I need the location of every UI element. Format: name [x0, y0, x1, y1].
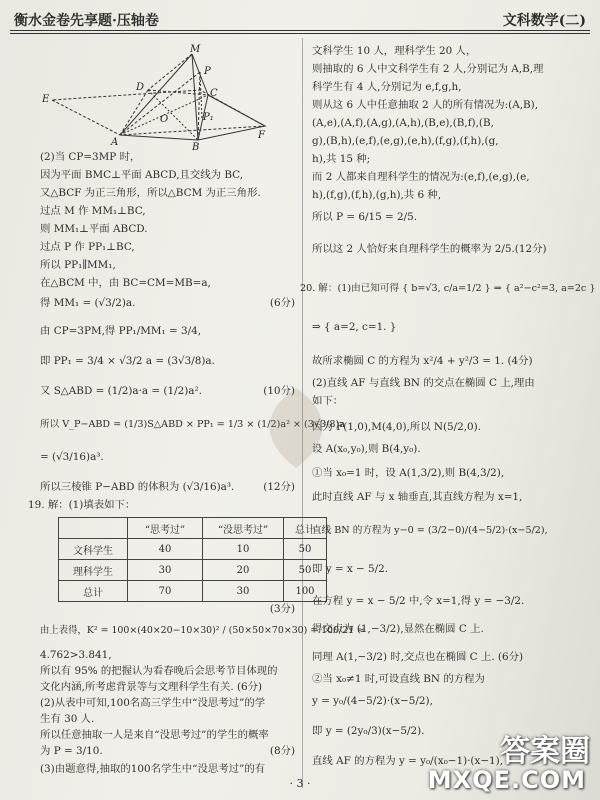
table-cell: 40 — [128, 539, 203, 560]
right-line: y = y₀/(4−5/2)·(x−5/2), — [312, 695, 433, 707]
left-line: 所以有 95% 的把握认为看春晚后会思考节目体现的 — [40, 665, 278, 677]
right-line: 直线 AF 的方程为 y = y₀/(x₀−1)·(x−1), — [312, 755, 504, 767]
table-header-cell: “没思考过” — [203, 518, 284, 539]
left-line: 由上表得，K² = 100×(40×20−10×30)² / (50×50×70×30) = 100/21 ≈ — [40, 625, 365, 636]
table-cell: 理科学生 — [59, 560, 128, 581]
right-line: 所以这 2 人恰好来自理科学生的概率为 2/5.(12分) — [312, 243, 547, 255]
left-line: 所以 PP₁∥MM₁, — [40, 259, 116, 271]
right-line: ①当 x₀=1 时，设 A(1,3/2),则 B(4,3/2), — [312, 467, 505, 479]
right-line: 则从这 6 人中任意抽取 2 人的所有情况为:(A,B), — [312, 99, 539, 111]
right-line: 此时直线 AF 与 x 轴垂直,其直线方程为 x=1, — [312, 491, 523, 503]
label-b: B — [192, 142, 200, 152]
right-line: 文科学生 10 人，理科学生 20 人， — [312, 45, 477, 57]
score-mark: (10分) — [263, 385, 295, 397]
left-line: 文化内涵,所考虑背景等与文理科学生有关. (6分) — [40, 681, 263, 693]
score-mark: (8分) — [269, 745, 295, 757]
left-line: 即 PP₁ = 3/4 × √3/2 a = (3√3/8)a. — [40, 355, 215, 367]
table-row — [59, 560, 327, 581]
label-f: F — [258, 130, 265, 141]
right-line: 直线 BN 的方程为 y−0 = (3/2−0)/(4−5/2)·(x−5/2), — [312, 525, 548, 536]
label-d: D — [136, 82, 145, 93]
watermark-brand: 答案圈 — [500, 734, 590, 769]
left-line: 又△BCF 为正三角形，所以△BCM 为正三角形. — [40, 187, 261, 199]
table-header-cell — [59, 518, 128, 539]
label-m: M — [190, 44, 201, 55]
table-cell: 50 — [284, 539, 327, 560]
table-cell: 文科学生 — [59, 539, 128, 560]
right-line: 所以 P = 6/15 = 2/5. — [312, 211, 418, 223]
right-line: 同理 A(1,−3/2) 时,交点也在椭圆 C 上. (6分) — [312, 651, 524, 663]
right-line: 科学生有 4 人,分别记为 e,f,g,h, — [312, 81, 462, 93]
label-p: P — [204, 66, 211, 77]
table-cell: 70 — [128, 581, 203, 602]
left-line: 所以三棱锥 P−ABD 的体积为 (√3/16)a³. — [40, 481, 235, 493]
label-p1: P₁ — [203, 112, 214, 123]
left-line: 为 P = 3/10. — [40, 745, 103, 757]
table-header-row — [59, 518, 327, 539]
label-a: A — [111, 137, 119, 148]
table-cell: 50 — [284, 560, 327, 581]
left-line: 因为平面 BMC⊥平面 ABCD,且交线为 BC, — [40, 169, 244, 181]
left-line: 4.762>3.841, — [40, 649, 112, 661]
left-line: = (√3/16)a³. — [40, 451, 104, 463]
right-line: 在方程 y = x − 5/2 中,令 x=1,得 y = −3/2. — [312, 595, 525, 607]
left-line: 在△BCM 中，由 BC=CM=MB=a, — [40, 277, 211, 289]
contingency-table — [58, 517, 327, 602]
right-line: 得交点为 (1,−3/2),显然在椭圆 C 上. — [312, 623, 484, 635]
left-line: (2)当 CP=3MP 时， — [40, 151, 141, 163]
table-cell: 20 — [203, 560, 284, 581]
right-line: 如下： — [312, 395, 344, 407]
label-c: C — [210, 88, 218, 99]
left-line: 由 CP=3PM,得 PP₁/MM₁ = 3/4, — [40, 325, 202, 337]
right-line: 而 2 人都来自理科学生的情况为:(e,f),(e,g),(e, — [312, 171, 530, 183]
table-header-cell: “思考过” — [128, 518, 203, 539]
right-line: g),(B,h),(e,f),(e,g),(e,h),(f,g),(f,h),(g, — [312, 135, 499, 147]
right-line: h),(f,g),(f,h),(g,h),共 6 种, — [312, 189, 442, 201]
right-line: 设 A(x₀,y₀),则 B(4,y₀). — [312, 443, 421, 455]
right-line: 即 y = (2y₀/3)(x−5/2). — [312, 725, 425, 737]
table-cell: 10 — [203, 539, 284, 560]
table-row — [59, 581, 327, 602]
table-cell: 总计 — [59, 581, 128, 602]
table-row — [59, 539, 327, 560]
table-cell: 30 — [203, 581, 284, 602]
left-line: (2)从表中可知,100名高三学生中“没思考过”的学 — [40, 697, 266, 709]
page-number: · 3 · — [289, 777, 311, 790]
score-mark: (12分) — [263, 481, 295, 493]
left-line: 19. 解：(1)填表如下： — [28, 499, 136, 511]
left-line: 生有 30 人. — [40, 713, 95, 725]
left-line: 得 MM₁ = (√3/2)a. — [40, 297, 136, 309]
faint-emblem-icon — [226, 378, 366, 478]
right-line: (2)直线 AF 与直线 BN 的交点在椭圆 C 上,理由 — [312, 377, 535, 389]
score-mark: (3分) — [269, 603, 295, 615]
label-o: O — [160, 114, 169, 125]
right-line: 故所求椭圆 C 的方程为 x²/4 + y²/3 = 1. (4分) — [312, 355, 533, 367]
left-line: (3)由题意得,抽取的100名学生中“没思考过”的有 — [40, 763, 266, 775]
right-line: h),共 15 种; — [312, 153, 371, 165]
table-cell: 30 — [128, 560, 203, 581]
right-line: ②当 x₀≠1 时,可设直线 BN 的方程为 — [312, 673, 485, 685]
left-line: 则 MM₁⊥平面 ABCD. — [40, 223, 148, 235]
label-e: E — [42, 94, 50, 105]
right-line: 则抽取的 6 人中文科学生有 2 人,分别记为 A,B,理 — [312, 63, 544, 75]
left-line: 所以任意抽取一人是来自“没思考过”的学生的概率 — [40, 729, 269, 741]
table-cell: 100 — [284, 581, 327, 602]
right-line: 因为 F(1,0),M(4,0),所以 N(5/2,0). — [312, 421, 482, 433]
header-left-title: 衡水金卷先享题·压轴卷 — [14, 13, 159, 29]
table-header-cell: 总计 — [284, 518, 327, 539]
right-line: 即 y = x − 5/2. — [312, 563, 389, 575]
right-line: (A,e),(A,f),(A,g),(A,h),(B,e),(B,f),(B, — [312, 117, 494, 129]
score-mark: (6分) — [269, 297, 295, 309]
watermark-url: MXQE.COM — [427, 766, 586, 794]
header-right-title: 文科数学(二) — [502, 13, 586, 29]
left-line: 所以 V_P−ABD = (1/3)S△ABD × PP₁ = 1/3 × (1/2)a² × (3√3/8)a — [40, 419, 345, 430]
right-line: ⇒ { a=2, c=1. } — [312, 321, 397, 333]
right-line: 20. 解：(1)由已知可得 { b=√3, c/a=1/2 } ⇒ { a²−c²=3, a=2c } — [300, 283, 596, 294]
left-line: 又 S△ABD = (1/2)a·a = (1/2)a². — [40, 385, 202, 397]
left-line: 过点 P 作 PP₁⊥BC, — [40, 241, 135, 253]
left-line: 过点 M 作 MM₁⊥BC, — [40, 205, 146, 217]
